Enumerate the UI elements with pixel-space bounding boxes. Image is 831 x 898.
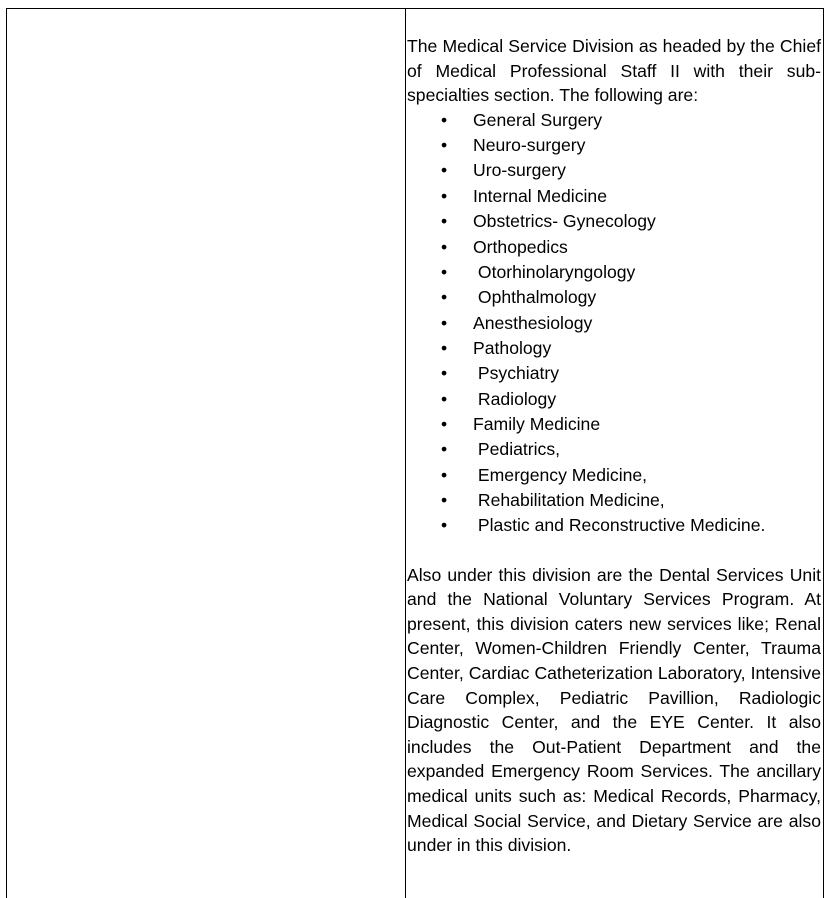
bullet-icon: • <box>441 515 448 536</box>
bullet-icon: • <box>441 312 448 333</box>
list-item: • Ophthalmology <box>407 285 821 310</box>
list-item: • Pediatrics, <box>407 437 821 462</box>
list-item: • Psychiatry <box>407 361 821 386</box>
list-item: • Plastic and Reconstructive Medicine. <box>407 513 821 538</box>
bullet-icon: • <box>441 185 448 206</box>
bullet-icon: • <box>441 413 448 434</box>
column-divider <box>405 9 406 898</box>
list-item: • Uro-surgery <box>407 158 821 183</box>
bullet-icon: • <box>441 439 448 460</box>
bullet-icon: • <box>441 211 448 232</box>
bullet-icon: • <box>441 363 448 384</box>
bullet-icon: • <box>441 464 448 485</box>
specialties-list <box>407 108 821 539</box>
document-table <box>6 8 824 898</box>
list-item: • Neuro-surgery <box>407 133 821 158</box>
list-item: • Rehabilitation Medicine, <box>407 488 821 513</box>
bullet-icon: • <box>441 287 448 308</box>
bullet-icon: • <box>441 109 448 130</box>
bullet-icon: • <box>441 135 448 156</box>
list-item: • Internal Medicine <box>407 184 821 209</box>
bullet-icon: • <box>441 236 448 257</box>
list-item: • Pathology <box>407 336 821 361</box>
list-item: • General Surgery <box>407 108 821 133</box>
list-item: • Obstetrics- Gynecology <box>407 209 821 234</box>
intro-paragraph: The Medical Service Division as headed by the Chief of Medical Professional Staff II with their sub-specialties section. The following are: <box>407 36 821 106</box>
closing-paragraph: Also under this division are the Dental Services Unit and the National Voluntary Services Program. At present, this division caters new services like; Renal Center, Women-Children Friendly Center, Trauma Center, Cardiac Catheterization Laboratory, Intensive Care Complex, Pediatric Pavillion, Radiologic Diagnostic Center, and the EYE Center. It also includes the Out-Patient Department and the expanded Emergency Room Services. The ancillary medical units such as: Medical Records, Pharmacy, Medical Social Service, and Dietary Service are also under in this division. <box>407 564 821 856</box>
bullet-icon: • <box>441 160 448 181</box>
bullet-icon: • <box>441 337 448 358</box>
bullet-icon: • <box>441 261 448 282</box>
list-item: • Family Medicine <box>407 412 821 437</box>
list-item: • Otorhinolaryngology <box>407 260 821 285</box>
bullet-icon: • <box>441 489 448 510</box>
list-item: • Emergency Medicine, <box>407 463 821 488</box>
description-cell <box>407 34 821 858</box>
paragraph-spacer <box>407 539 821 563</box>
list-item: • Orthopedics <box>407 235 821 260</box>
list-item: • Radiology <box>407 387 821 412</box>
list-item: • Anesthesiology <box>407 311 821 336</box>
bullet-icon: • <box>441 388 448 409</box>
